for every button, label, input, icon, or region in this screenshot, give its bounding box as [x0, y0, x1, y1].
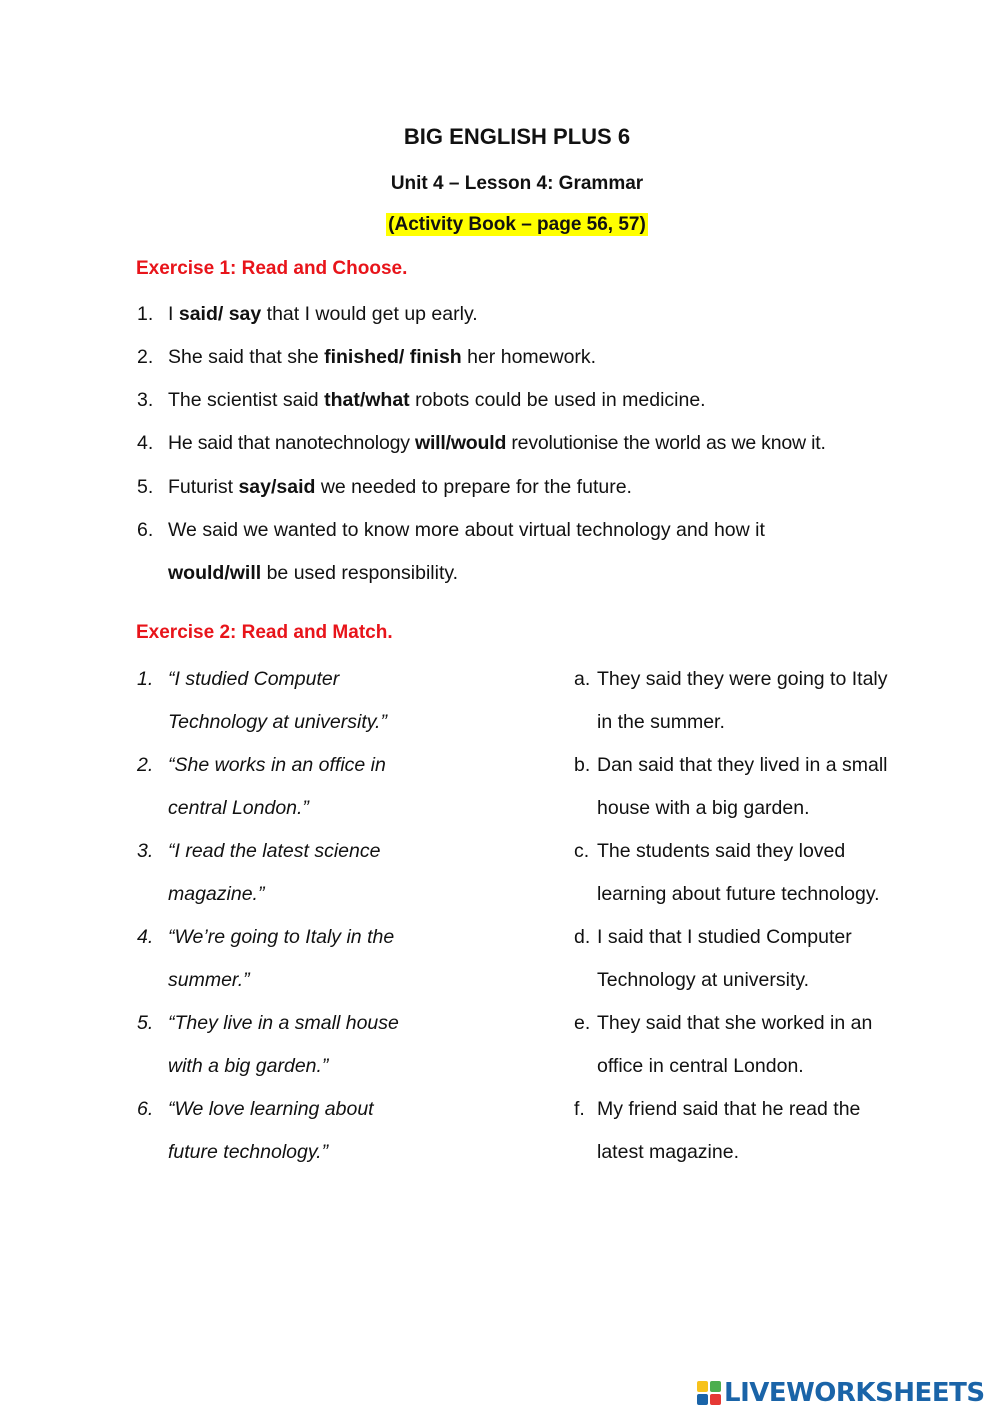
ex2-answer-letter: c. [574, 840, 590, 862]
ex2-answer-letter: a. [574, 668, 591, 690]
ex2-quote-line: “She works in an office in [168, 754, 386, 776]
ex1-item-text: that I would get up early. [261, 303, 478, 325]
ex2-quote-number: 5. [137, 1012, 154, 1034]
ex2-quote-number: 4. [137, 926, 154, 948]
ex2-answer-letter: d. [574, 926, 591, 948]
ex2-quote-line: summer.” [168, 969, 250, 991]
ex2-answer-letter: f. [574, 1098, 585, 1120]
ex2-quote-line: “They live in a small house [168, 1012, 399, 1034]
ex2-answer-line: They said that she worked in an [597, 1012, 873, 1034]
ex1-item-number: 3. [137, 389, 154, 411]
ex1-item-number: 5. [137, 476, 154, 498]
ex2-quote-line: Technology at university.” [168, 711, 387, 733]
ex1-item-text: be used responsibility. [261, 562, 459, 584]
ex2-answer-letter: e. [574, 1012, 591, 1034]
ex2-answer-line: house with a big garden. [597, 797, 810, 819]
ex1-choice: say/said [238, 476, 316, 498]
ex1-choice: will/would [415, 432, 507, 454]
ex1-item-number: 6. [137, 519, 154, 541]
ex2-answer-line: Dan said that they lived in a small [597, 754, 888, 776]
ex2-answer-line: latest magazine. [597, 1141, 739, 1163]
ex2-quote-line: “I studied Computer [168, 668, 340, 690]
page-title: BIG ENGLISH PLUS 6 [403, 124, 631, 149]
ex2-quote-line: with a big garden.” [168, 1055, 329, 1077]
ex1-item-number: 4. [137, 432, 154, 454]
ex1-item-number: 1. [137, 303, 154, 325]
ex1-item-text: her homework. [461, 346, 597, 368]
ex2-answer-line: The students said they loved [597, 840, 846, 862]
ex1-item-text: we needed to prepare for the future. [315, 476, 632, 498]
ex2-answer-line: in the summer. [597, 711, 725, 733]
ex1-item-text: robots could be used in medicine. [409, 389, 706, 411]
ex1-item-text: The scientist said [168, 389, 325, 411]
book-reference-highlight: (Activity Book – page 56, 57) [388, 214, 646, 235]
ex2-quote-line: magazine.” [168, 883, 265, 905]
ex1-item-4 [168, 431, 826, 455]
ex2-quote-number: 6. [137, 1098, 154, 1120]
ex2-answer-line: learning about future technology. [597, 883, 880, 905]
ex2-quote-line: central London.” [168, 797, 309, 819]
logo-text: LIVEWORKSHEETS [724, 1378, 985, 1408]
ex2-quote-line: “We love learning about [168, 1098, 374, 1120]
ex2-quote-number: 1. [137, 668, 154, 690]
ex2-quote-line: future technology.” [168, 1141, 329, 1163]
ex2-answer-line: They said they were going to Italy [597, 668, 888, 690]
ex2-quote-line: “We’re going to Italy in the [168, 926, 395, 948]
ex1-item-text: revolutionise the world as we know it. [506, 432, 826, 454]
ex1-item-6 [168, 518, 765, 542]
ex1-choice: finished/ finish [324, 346, 462, 368]
ex1-item-6-continued [168, 561, 458, 585]
ex1-choice: said/ say [178, 303, 262, 325]
ex2-quote-line: “I read the latest science [168, 840, 381, 862]
ex2-answer-line: My friend said that he read the [597, 1098, 861, 1120]
ex1-item-3 [168, 388, 706, 412]
ex1-item-number: 2. [137, 346, 154, 368]
ex1-item-5 [168, 475, 632, 499]
liveworksheets-logo [697, 1378, 985, 1408]
ex2-answer-line: Technology at university. [597, 969, 810, 991]
exercise-1-heading: Exercise 1: Read and Choose. [136, 258, 408, 279]
ex1-item-1 [168, 302, 478, 326]
ex1-item-text: I [168, 303, 179, 325]
ex2-quote-number: 2. [137, 754, 154, 776]
exercise-2-heading: Exercise 2: Read and Match. [136, 622, 393, 643]
ex1-item-text: He said that nanotechnology [168, 432, 415, 454]
ex1-choice: would/will [168, 562, 262, 584]
ex2-answer-line: I said that I studied Computer [597, 926, 852, 948]
ex1-item-text: She said that she [168, 346, 325, 368]
ex1-item-2 [168, 345, 596, 369]
liveworksheets-logo-icon [697, 1381, 721, 1405]
book-reference [0, 214, 1000, 236]
ex1-choice: that/what [324, 389, 410, 411]
ex2-quote-number: 3. [137, 840, 154, 862]
ex1-item-text: We said we wanted to know more about virtual technology and how it [168, 519, 765, 541]
ex2-answer-line: office in central London. [597, 1055, 804, 1077]
lesson-subtitle: Unit 4 – Lesson 4: Grammar [390, 173, 644, 194]
ex1-item-text: Futurist [168, 476, 239, 498]
ex2-answer-letter: b. [574, 754, 591, 776]
